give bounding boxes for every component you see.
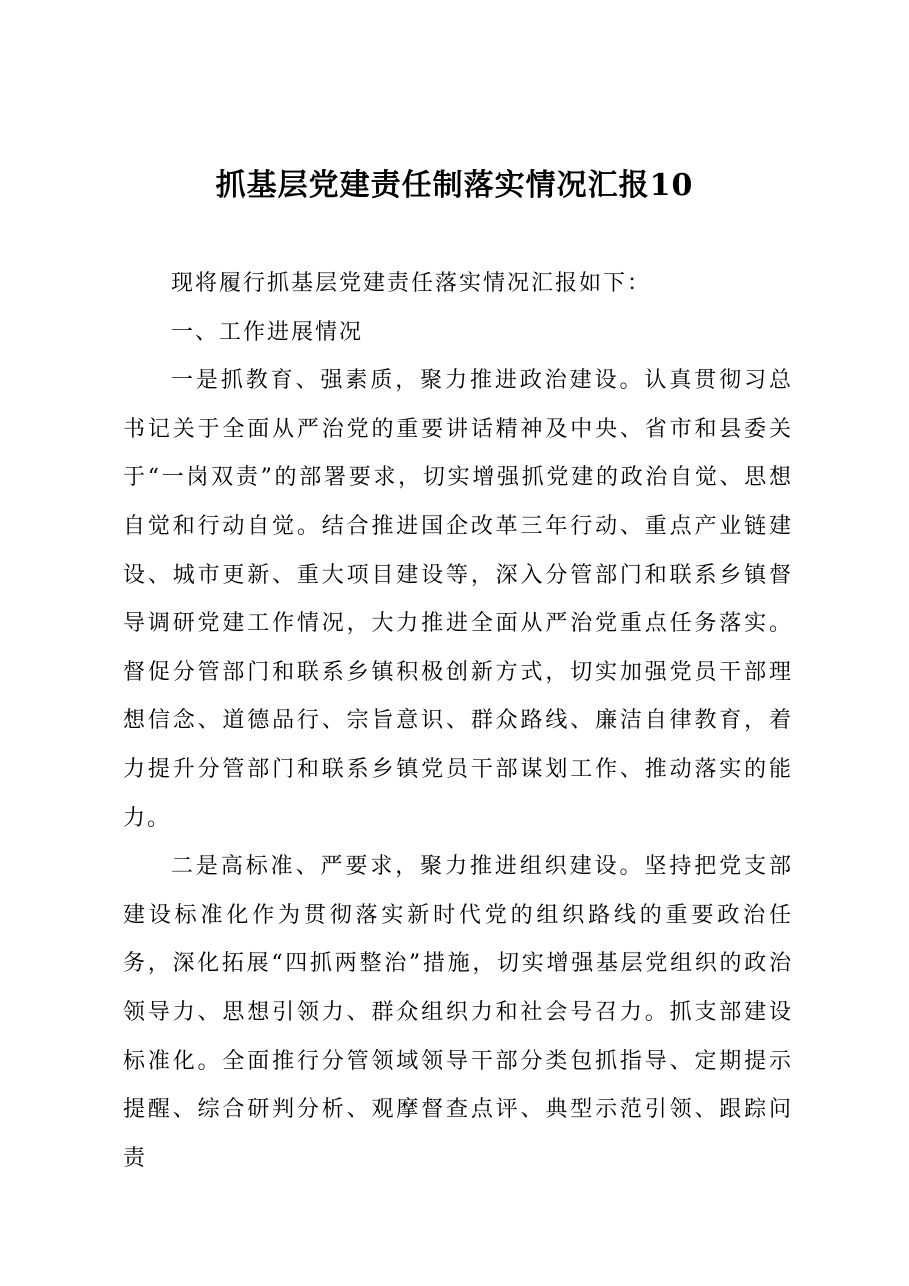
paragraph-intro: 现将履行抓基层党建责任落实情况汇报如下： [171,271,652,296]
document-body [123,260,793,1183]
section-heading-progress: 一、工作进展情况 [171,319,364,345]
paragraph-political-building: 一是抓教育、强素质，聚力推进政治建设。认真贯彻习总书记关于全面从严治党的重要讲话精神及中央、省市和县委关于“一岗双责”的部署要求，切实增强抓党建的政治自觉、思想自觉和行动自觉。结合推进国企改革三年行动、重点产业链建设、城市更新、重大项目建设等，深入分管部门和联系乡镇督导调研党建工作情况，大力推进全面从严治党重点任务落实。督促分管部门和联系乡镇积极创新方式，切实加强党员干部理想信念、道德品行、宗旨意识、群众路线、廉洁自律教育，着力提升分管部门和联系乡镇党员干部谋划工作、推动落实的能力。 [123,368,793,831]
paragraph-organization-building: 二是高标准、严要求，聚力推进组织建设。坚持把党支部建设标准化作为贯彻落实新时代党的组织路线的重要政治任务，深化拓展“四抓两整治”措施，切实增强基层党组织的政治领导力、思想引领力、群众组织力和社会号召力。抓支部建设标准化。全面推行分管领域领导干部分类包抓指导、定期提示提醒、综合研判分析、观摩督查点评、典型示范引领、跟踪问责 [123,854,793,1171]
document-title: 抓基层党建责任制落实情况汇报10 [215,168,694,203]
